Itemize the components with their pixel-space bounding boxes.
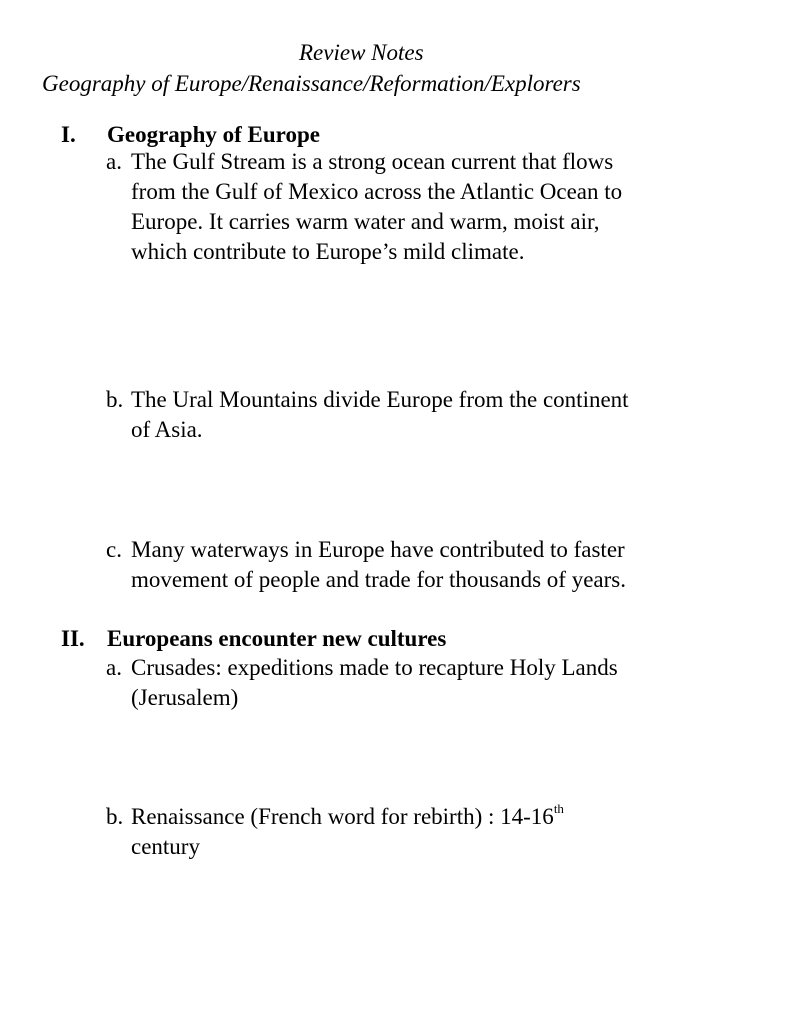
item-line: movement of people and trade for thousands of years. (131, 567, 626, 592)
item-line: Europe. It carries warm water and warm, moist air, (131, 209, 600, 234)
document-title: Review Notes (299, 40, 424, 65)
item-text (131, 147, 751, 267)
item-text (131, 535, 751, 595)
document-subtitle: Geography of Europe/Renaissance/Reformation/Explorers (42, 71, 581, 96)
item-line-main: Renaissance (French word for rebirth) : 14-16 (131, 804, 554, 829)
section-title: Geography of Europe (107, 122, 320, 147)
section-numeral: II. (61, 626, 85, 651)
item-line: century (131, 834, 200, 859)
item-line: The Gulf Stream is a strong ocean current that flows (131, 149, 614, 174)
item-line: which contribute to Europe’s mild climate. (131, 239, 525, 264)
item-line (131, 802, 751, 832)
item-line: of Asia. (131, 417, 203, 442)
section-title: Europeans encounter new cultures (107, 626, 447, 651)
ordinal-superscript: th (553, 801, 564, 817)
item-text (131, 653, 751, 713)
item-line: Many waterways in Europe have contributed to faster (131, 537, 625, 562)
item-line: The Ural Mountains divide Europe from the continent (131, 387, 629, 412)
item-text (131, 802, 751, 862)
item-line: from the Gulf of Mexico across the Atlantic Ocean to (131, 179, 623, 204)
item-marker: c. (106, 537, 122, 562)
item-line: Crusades: expeditions made to recapture Holy Lands (131, 655, 618, 680)
item-marker: a. (106, 149, 122, 174)
item-marker: a. (106, 655, 122, 680)
section-numeral: I. (61, 122, 76, 147)
item-line: (Jerusalem) (131, 685, 239, 710)
item-marker: b. (106, 387, 124, 412)
item-marker: b. (106, 804, 124, 829)
item-text (131, 385, 751, 445)
